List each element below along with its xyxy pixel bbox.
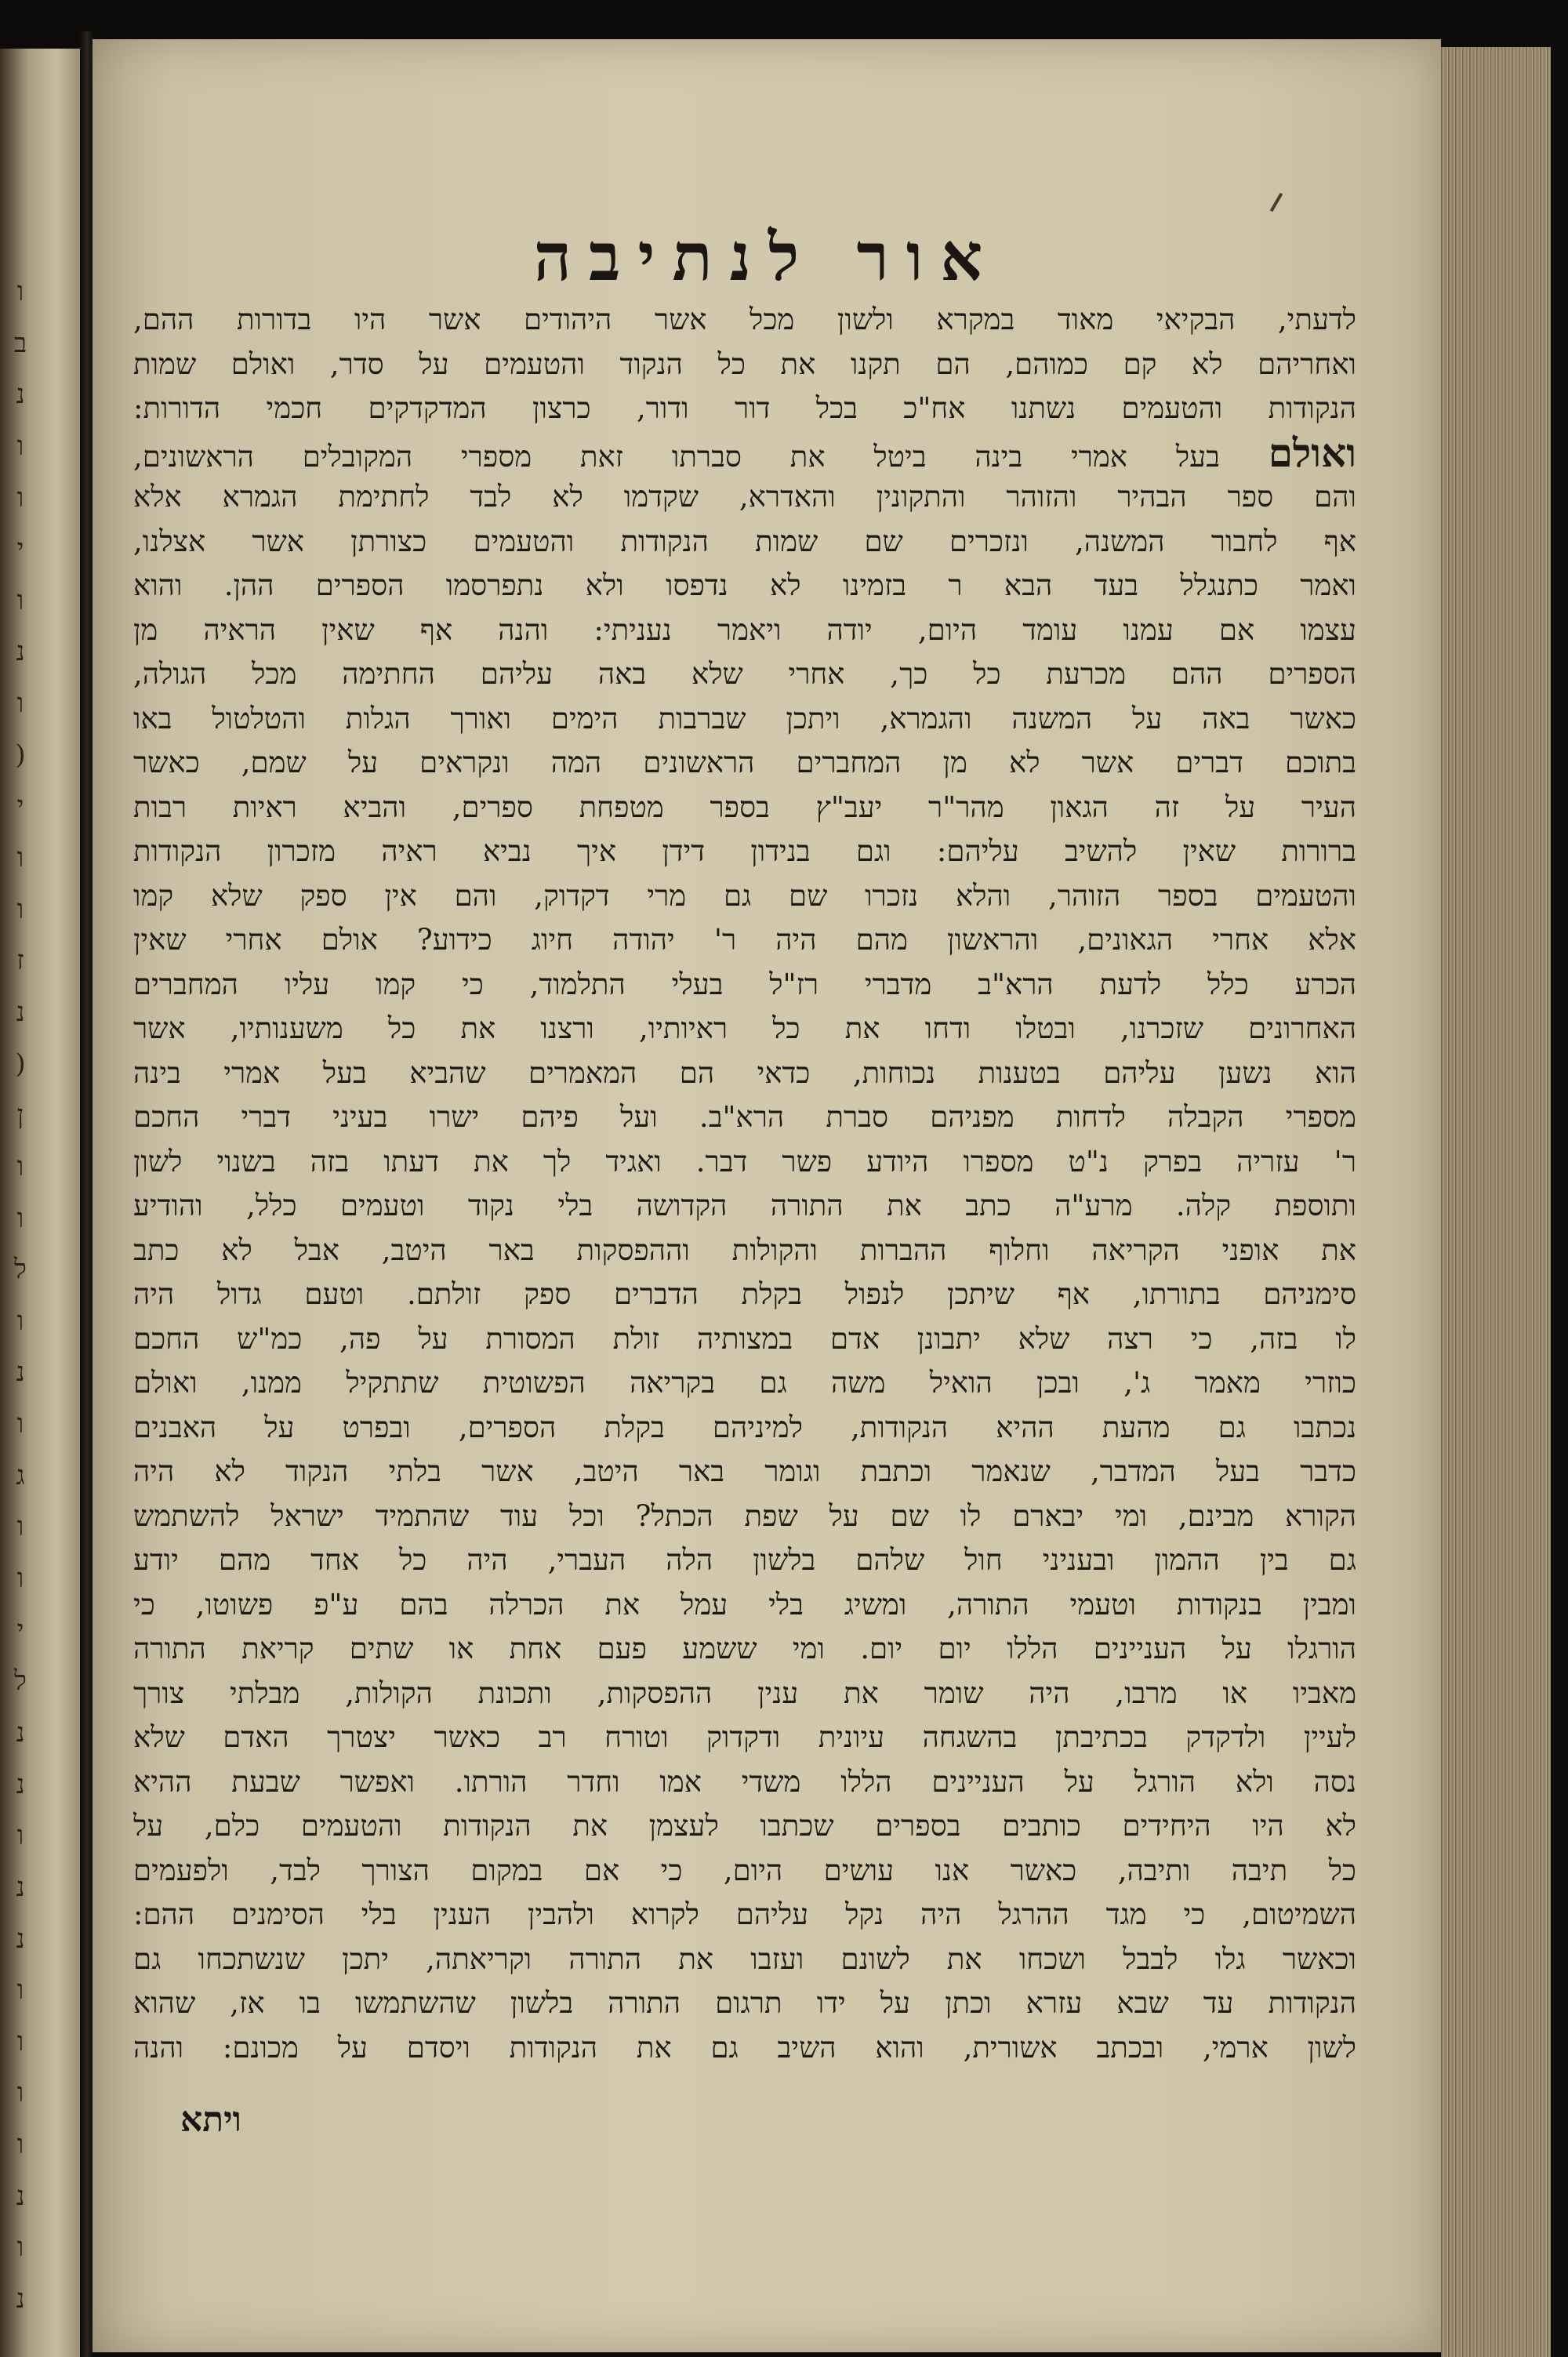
- margin-letter: ו: [16, 1974, 24, 2007]
- margin-letter: ו: [16, 1511, 24, 1543]
- text-line: הספרים ההם מכרעת כל כך, אחרי שלא באה עליהם החתימה מכל הגולה,: [133, 657, 1356, 691]
- margin-letter: נ: [16, 379, 25, 411]
- text-line: מאביו או מרבו, היה שומר את ענין ההפסקות, ותכונת הקולות, מבלתי צורך: [133, 1676, 1356, 1710]
- margin-letter: ו: [16, 842, 24, 874]
- margin-letter: ו: [16, 2077, 24, 2109]
- text-line: ואמר כתנגלל בעד הבא ר בזמינו לא נדפסו ולא נתפרסמו הספרים ההן. והוא: [133, 568, 1356, 602]
- margin-letter: ז: [16, 945, 24, 977]
- text-line: עצמו אם עמנו עומד היום, יודה ויאמר נעניתי: והנה אף שאין הראיה מן: [133, 612, 1356, 647]
- paragraph-lead-word: ואולם: [1268, 430, 1356, 475]
- margin-letter: ו: [16, 276, 24, 307]
- margin-letter: ו: [16, 1202, 24, 1234]
- text-line: בתוכם דברים אשר לא מן המחברים הראשונים המה ונקראים על שמם, כאשר: [133, 746, 1356, 779]
- text-line: לו בזה, כי רצה שלא יתבונן אדם במצותיה זולת המסורת על פה, כמ"ש החכם: [133, 1321, 1356, 1356]
- margin-letter: ן: [16, 1099, 24, 1131]
- margin-letter: נ: [16, 2283, 25, 2315]
- margin-letter: ו: [16, 1820, 24, 1852]
- text-line: כאשר באה על המשנה והגמרא, ויתכן שברבות הימים ואורך הגלות והטלטול באו: [133, 701, 1356, 735]
- margin-letter: נ: [16, 996, 25, 1028]
- top-dark-edge: [93, 0, 1551, 41]
- text-line: הוא נשען עליהם בטענות נכוחות, כדאי הם המאמרים שהביא בעל אמרי בינה: [133, 1055, 1356, 1090]
- margin-letter: ו: [16, 688, 24, 720]
- left-facing-page: [0, 49, 80, 2357]
- text-line: העיר על זה הגאון מהר"ר יעב"ץ בספר מטפחת ספרים, והביא ראיות רבות: [133, 790, 1356, 824]
- text-line: את אופני הקריאה וחלוף ההברות והקולות וההפסקות באר היטב, אבל לא כתב: [133, 1233, 1356, 1267]
- text-line: האחרונים שזכרנו, ובטלו ודחו את כל ראיותיו, ורצנו את כל משענותיו, אשר: [133, 1011, 1356, 1045]
- text-line: לשון ארמי, ובכתב אשורית, והוא השיב גם את הנקודות ויסדם על מכונם: והנה: [133, 2030, 1356, 2065]
- margin-letter: נ: [16, 2180, 25, 2212]
- text-line: ותוספת קלה. מרע"ה כתב את התורה הקדושה בלי נקוד וטעמים כלל, והודיע: [133, 1189, 1356, 1222]
- text-line: השמיטום, כי מגד ההרגל היה נקל עליהם לקרוא ולהבין הענין בלי הסימנים ההם:: [133, 1898, 1356, 1931]
- text-line: והם ספר הבהיר והזוהר והתקונין והאדרא, שקדמו לא לבד לחתימת הגמרא אלא: [133, 480, 1356, 514]
- text-line: וכאשר גלו לבבל ושכחו את לשונם ועזבו את התורה וקריאתה, יתכן שנשתכחו גם: [133, 1941, 1356, 1976]
- margin-letter: ו: [16, 430, 24, 462]
- text-line: הורגלו על העניינים הללו יום יום. ומי ששמע פעם אחת או שתים קריאת התורה: [133, 1632, 1356, 1665]
- margin-letter: י: [16, 790, 24, 823]
- margin-letter: נ: [16, 1871, 25, 1903]
- book-page: [93, 39, 1441, 2352]
- margin-letter: נ: [16, 1356, 25, 1389]
- text-line: ואחריהם לא קם כמוהם, הם תקנו את כל הנקוד והטעמים על סדר, ואולם שמות: [133, 347, 1356, 381]
- margin-letter: ב: [13, 327, 27, 359]
- margin-letter: ו: [16, 893, 24, 925]
- text-line: לעיין ולדקדק בכתיבתן בהשגחה עיונית ודקדוק וטורח רב כאשר יצטרך האדם שלא: [133, 1720, 1356, 1754]
- text-line: הנקודות עד שבא עזרא וכתן על ידו תרגום התורה בלשון שהשתמשו בו אז, שהוא: [133, 1986, 1356, 2020]
- text-line: ר' עזריה בפרק נ"ט מספרו היודע פשר דבר. ואגיד לך את דעתו בזה בשנוי לשון: [133, 1144, 1356, 1178]
- text-line: נכתבו גם מהעת ההיא הנקודות, למיניהם בקלת הספרים, ובפרט על האבנים: [133, 1410, 1356, 1444]
- margin-letter: ו: [16, 1305, 24, 1337]
- left-page-margin-letters: [5, 276, 36, 2315]
- margin-letter: (: [15, 1048, 26, 1080]
- text-line: הכרע כלל לדעת הרא"ב מדברי רז"ל בעלי התלמוד, כי קמו עליו המחברים: [133, 967, 1356, 1001]
- text-line: גם בין ההמון ובעניני חול שלהם בלשון הלה העברי, היה כל אחד מהם יודע: [133, 1543, 1356, 1577]
- margin-letter: ל: [14, 1254, 27, 1286]
- text-line: כוזרי מאמר ג', ובכן הואיל משה גם בקריאה הפשוטית שתתקיל ממנו, ואולם: [133, 1366, 1356, 1400]
- text-line: והטעמים בספר הזוהר, והלא נזכרו שם גם מרי דקדוק, והם אין ספק שלא קמו: [133, 878, 1356, 913]
- text-line: [133, 431, 1356, 476]
- text-line: מספרי הקבלה לדחות מפניהם סברת הרא"ב. ועל פיהם ישרו בעיני דברי החכם: [133, 1100, 1356, 1134]
- body-text: [133, 298, 1356, 2070]
- margin-letter: ו: [16, 1150, 24, 1182]
- margin-letter: נ: [16, 1716, 25, 1749]
- text-line: אף לחבור המשנה, ונזכרים שם שמות הנקודות והטעמים כצורתן אשר אצלנו,: [133, 524, 1356, 558]
- margin-letter: ו: [16, 2129, 24, 2161]
- catchword: ויתא: [180, 2100, 241, 2140]
- page-edges-stack: [1441, 47, 1551, 2357]
- margin-letter: ו: [16, 1563, 24, 1595]
- margin-letter: ו: [16, 481, 24, 514]
- margin-letter: ל: [14, 1665, 27, 1698]
- text-line-rest: בעל אמרי בינה ביטל את סברתו זאת מספרי המקובלים הראשונים,: [133, 439, 1220, 474]
- page-title: אור לנתיבה: [533, 218, 1000, 296]
- text-line: כדבר בעל המדבר, שנאמר וכתבת וגומר באר היטב, אשר בלתי הנקוד לא היה: [133, 1455, 1356, 1488]
- margin-letter: ו: [16, 584, 24, 616]
- margin-letter: (: [15, 739, 26, 771]
- text-line: ברורות שאין להשיב עליהם: וגם בנידון דידן איך נביא ראיה מזכרון הנקודות: [133, 834, 1356, 868]
- text-line: אלא אחרי הגאונים, והראשון מהם היה ר' יהודה חיוג כידוע? אולם אחרי שאין: [133, 923, 1356, 957]
- text-line: כל תיבה ותיבה, כאשר אנו עושים היום, כי אם במקום הצורך לבד, ולפעמים: [133, 1853, 1356, 1887]
- margin-letter: י: [16, 1614, 24, 1646]
- text-line: הנקודות והטעמים נשתנו אח"כ בכל דור ודור, כרצון המדקדקים חכמי הדורות:: [133, 391, 1356, 425]
- margin-letter: נ: [16, 1768, 25, 1800]
- margin-letter: נ: [16, 1923, 25, 1955]
- margin-letter: ו: [16, 2232, 24, 2264]
- text-line: הקורא מבינם, ומי יבארם לו שם על שפת הכתל? וכל עוד שהתמיד ישראל להשתמש: [133, 1498, 1356, 1533]
- margin-letter: י: [16, 533, 24, 565]
- margin-letter: ו: [16, 2025, 24, 2057]
- margin-letter: נ: [16, 636, 25, 668]
- text-line: לדעתי, הבקיאי מאוד במקרא ולשון מכל אשר היהודים אשר היו בדורות ההם,: [133, 303, 1356, 336]
- margin-letter: ו: [16, 1408, 24, 1440]
- text-line: סימניהם בתורתו, אף שיתכן לנפול בקלת הדברים ספק זולתם. וטעם גדול היה: [133, 1277, 1356, 1311]
- text-line: ומבין בנקודות וטעמי התורה, ומשיג בלי עמל את הכרלה בהם ע"פ פשוטו, כי: [133, 1587, 1356, 1622]
- text-line: נסה ולא הורגל על העניינים הללו משדי אמו וחדר הורתו. ואפשר שבעת ההיא: [133, 1764, 1356, 1799]
- text-line: לא היו היחידים כותבים בספרים שכתבו לעצמן את הנקודות והטעמים כלם, על: [133, 1809, 1356, 1843]
- pencil-mark-icon: [1270, 193, 1283, 212]
- margin-letter: ג: [16, 1459, 25, 1491]
